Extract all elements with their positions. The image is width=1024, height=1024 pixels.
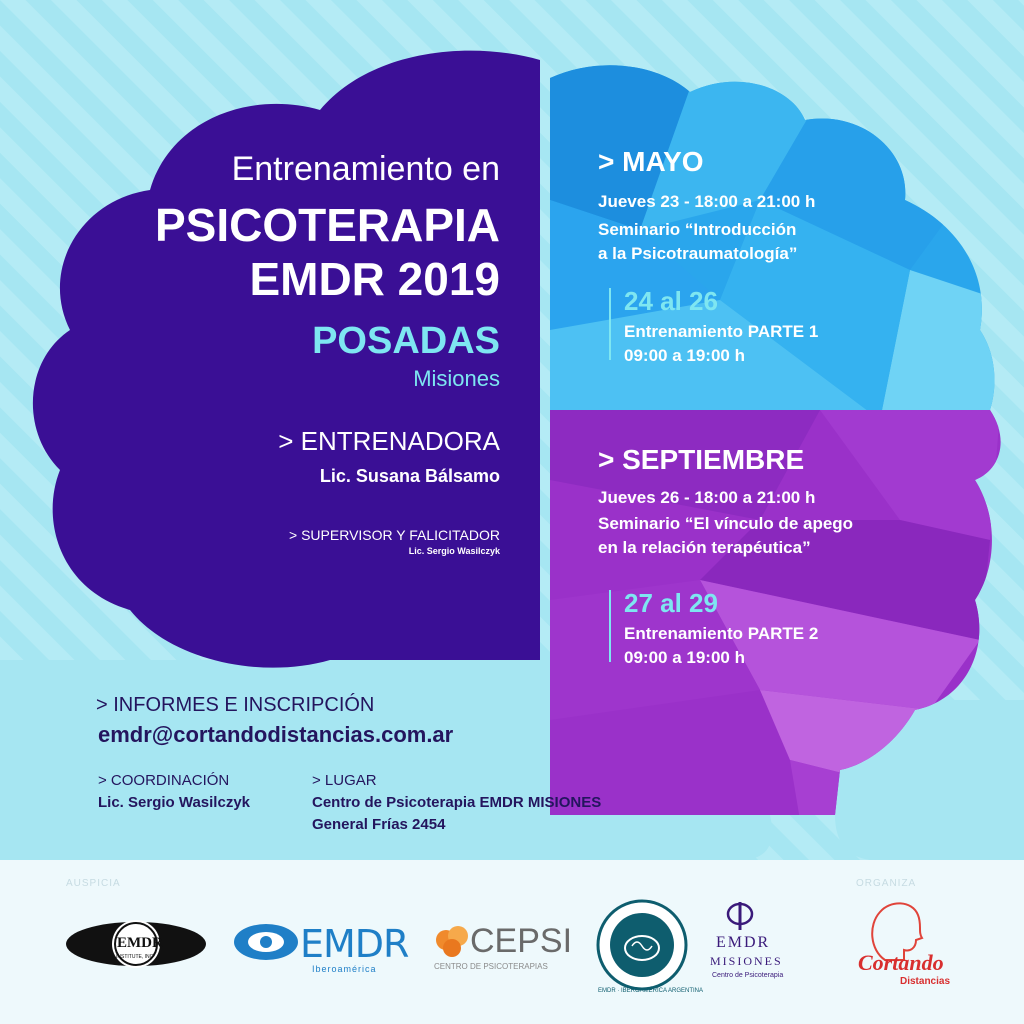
september-divider [609,590,611,662]
may-dates: 24 al 26 [624,286,718,316]
emdr-institute-text: EMDR [117,935,163,951]
coordination-label: > COORDINACIÓN [98,772,230,789]
organiza-label: ORGANIZA [856,878,917,889]
may-heading: > MAYO [598,146,704,177]
september-line-1: Jueves 26 - 18:00 a 21:00 h [598,488,816,507]
emdr-argentina-text: EMDR · IBEROAMÉRICA ARGENTINA [598,988,704,994]
trainer-name: Lic. Susana Bálsamo [319,466,500,486]
emdr-misiones-title: EMDR [716,934,771,951]
cortando-subtext: Distancias [900,976,951,987]
info-email[interactable]: emdr@cortandodistancias.com.ar [98,722,454,747]
place-label: > LUGAR [312,772,377,789]
may-line-3: a la Psicotraumatología” [598,244,798,263]
emdr-ibero-subtext: Iberoamérica [312,964,377,974]
emdr-institute-subtext: INSTITUTE, INC [116,954,154,960]
province: Misiones [413,366,500,391]
supervisor-label: > SUPERVISOR Y FALICITADOR [289,527,500,543]
place-line-2: General Frías 2454 [312,816,446,833]
may-line-1: Jueves 23 - 18:00 a 21:00 h [598,192,816,211]
september-line-3: en la relación terapéutica” [598,538,811,557]
cepsi-text: CEPSI [470,922,573,960]
supervisor-name: Lic. Sergio Wasilczyk [408,546,500,556]
coordination-name: Lic. Sergio Wasilczyk [98,794,250,811]
trainer-label: > ENTRENADORA [278,426,500,456]
cepsi-subtext: CENTRO DE PSICOTERAPIAS [434,962,548,971]
place-line-1: Centro de Psicoterapia EMDR MISIONES [312,794,602,811]
title-line-3: EMDR 2019 [249,253,500,305]
september-part: Entrenamiento PARTE 2 [624,624,819,643]
title-line-2: PSICOTERAPIA [154,199,500,251]
may-divider [609,288,611,360]
may-part: Entrenamiento PARTE 1 [624,322,819,341]
may-line-2: Seminario “Introducción [598,220,797,239]
info-label: > INFORMES E INSCRIPCIÓN [96,694,375,716]
september-heading: > SEPTIEMBRE [598,444,805,475]
title-line-1: Entrenamiento en [231,150,500,188]
september-dates: 27 al 29 [624,588,718,618]
emdr-argentina-logo [598,901,686,989]
emdr-ibero-text: EMDR [300,922,409,966]
emdr-misiones-sub: MISIONES [710,954,783,968]
eye-icon [234,924,298,960]
september-hours: 09:00 a 19:00 h [624,648,745,667]
cortando-text: Cortando [858,950,944,975]
september-line-2: Seminario “El vínculo de apego [598,514,854,533]
city: POSADAS [312,320,500,362]
auspicia-label: AUSPICIA [66,878,121,889]
emdr-misiones-sub2: Centro de Psicoterapia [712,972,784,979]
may-hours: 09:00 a 19:00 h [624,346,745,365]
